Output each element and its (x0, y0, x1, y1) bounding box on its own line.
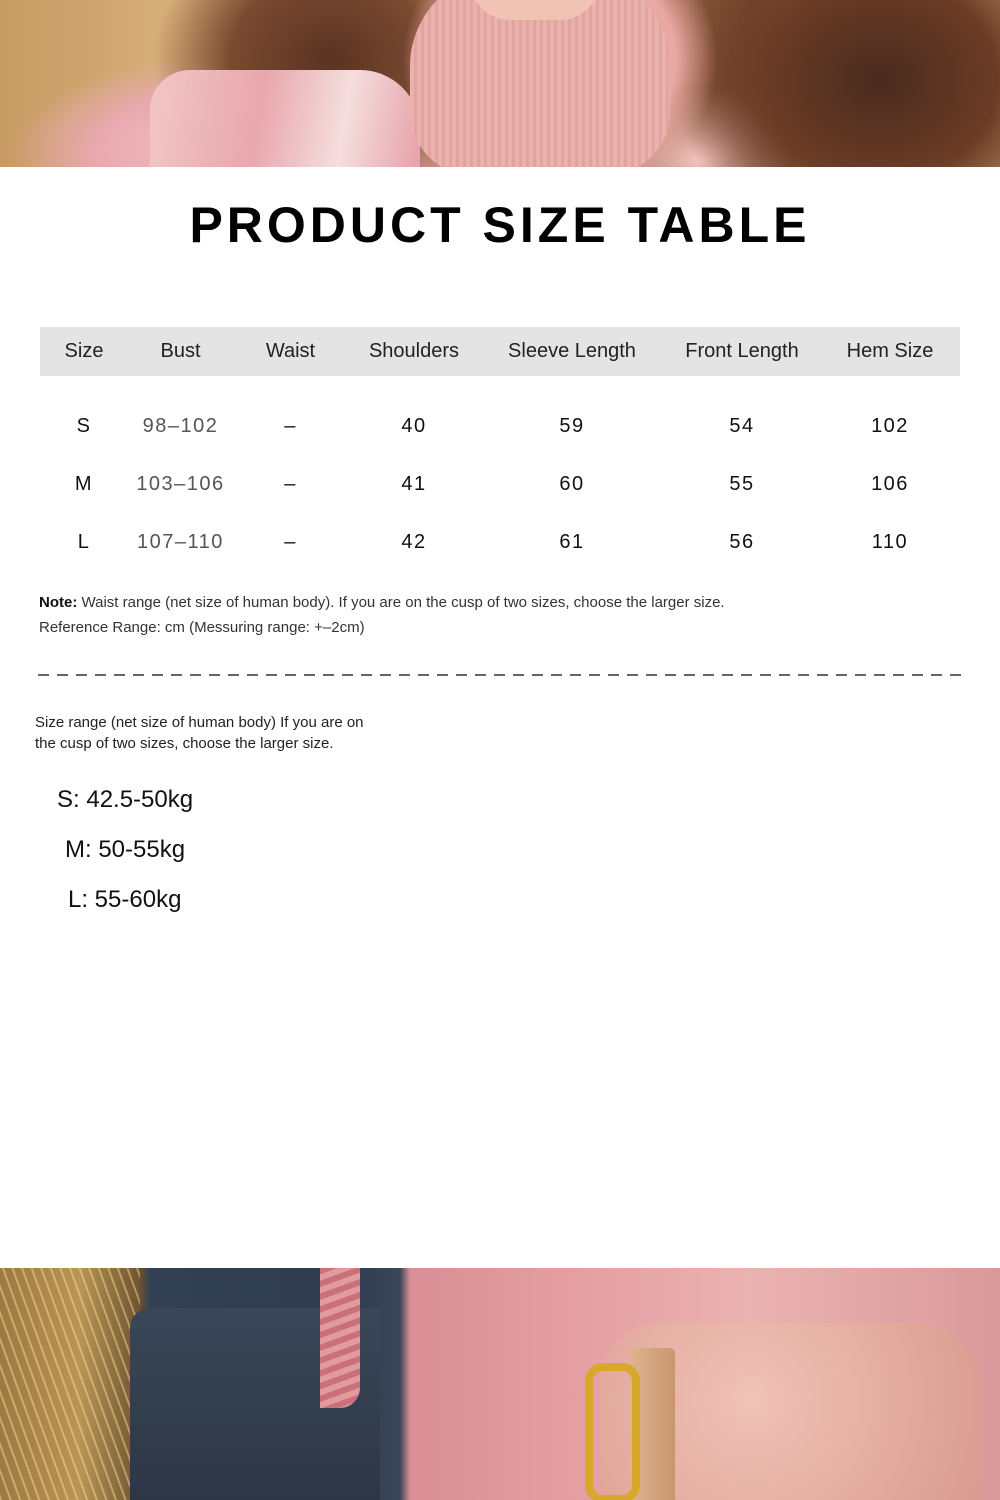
note-text: Waist range (net size of human body). If you are on the cusp of two sizes, choose the larger size. (77, 594, 725, 611)
cell-size: S (76, 414, 92, 437)
grass-shape (0, 1268, 140, 1500)
cell-size: L (77, 530, 91, 553)
header-waist: Waist (265, 340, 316, 362)
table-row (40, 513, 960, 571)
note-line (39, 590, 725, 615)
cell-sleeve-length: 61 (559, 530, 585, 553)
jacket-trim-shape (320, 1268, 360, 1408)
page-title: PRODUCT SIZE TABLE (189, 197, 811, 253)
cell-waist: – (284, 530, 297, 553)
turtleneck-shape (410, 0, 670, 167)
product-photo-top (0, 0, 1000, 167)
header-hem-size: Hem Size (846, 340, 934, 362)
weight-s: S: 42.5-50kg (57, 786, 194, 813)
header-shoulders: Shoulders (368, 340, 460, 362)
cell-shoulders: 41 (401, 472, 427, 495)
cell-shoulders: 42 (401, 530, 427, 553)
cell-front-length: 55 (729, 472, 755, 495)
cell-hem-size: 102 (871, 414, 909, 437)
product-photo-bottom (0, 1268, 1000, 1500)
size-table (40, 327, 960, 571)
gold-buckle-shape (585, 1363, 640, 1500)
jacket-shape (150, 70, 420, 167)
dashed-divider (38, 672, 962, 678)
cell-bust: 98–102 (142, 414, 219, 437)
cell-waist: – (284, 414, 297, 437)
cell-front-length: 54 (729, 414, 755, 437)
size-note (39, 590, 725, 640)
reference-range: Reference Range: cm (Messuring range: +–2cm) (39, 619, 365, 636)
note-label: Note: (39, 594, 78, 611)
cell-waist: – (284, 472, 297, 495)
header-front-length: Front Length (685, 340, 799, 362)
cell-hem-size: 110 (871, 530, 909, 553)
header-sleeve-length: Sleeve Length (508, 340, 636, 362)
header-size: Size (64, 340, 104, 362)
cell-hem-size: 106 (871, 472, 909, 495)
cell-bust: 107–110 (137, 530, 224, 553)
cell-sleeve-length: 59 (559, 414, 585, 437)
header-bust: Bust (160, 340, 201, 362)
weight-m: M: 50-55kg (65, 836, 186, 863)
table-row (40, 397, 960, 455)
cell-front-length: 56 (729, 530, 755, 553)
cell-size: M (74, 472, 94, 495)
cell-bust: 103–106 (136, 472, 225, 495)
cell-shoulders: 40 (401, 414, 427, 437)
size-range-text: Size range (net size of human body) If you are on the cusp of two sizes, choose the larger size. (35, 714, 364, 752)
cell-sleeve-length: 60 (559, 472, 585, 495)
table-row (40, 455, 960, 513)
weight-l: L: 55-60kg (68, 886, 182, 913)
table-header-row (40, 327, 960, 376)
